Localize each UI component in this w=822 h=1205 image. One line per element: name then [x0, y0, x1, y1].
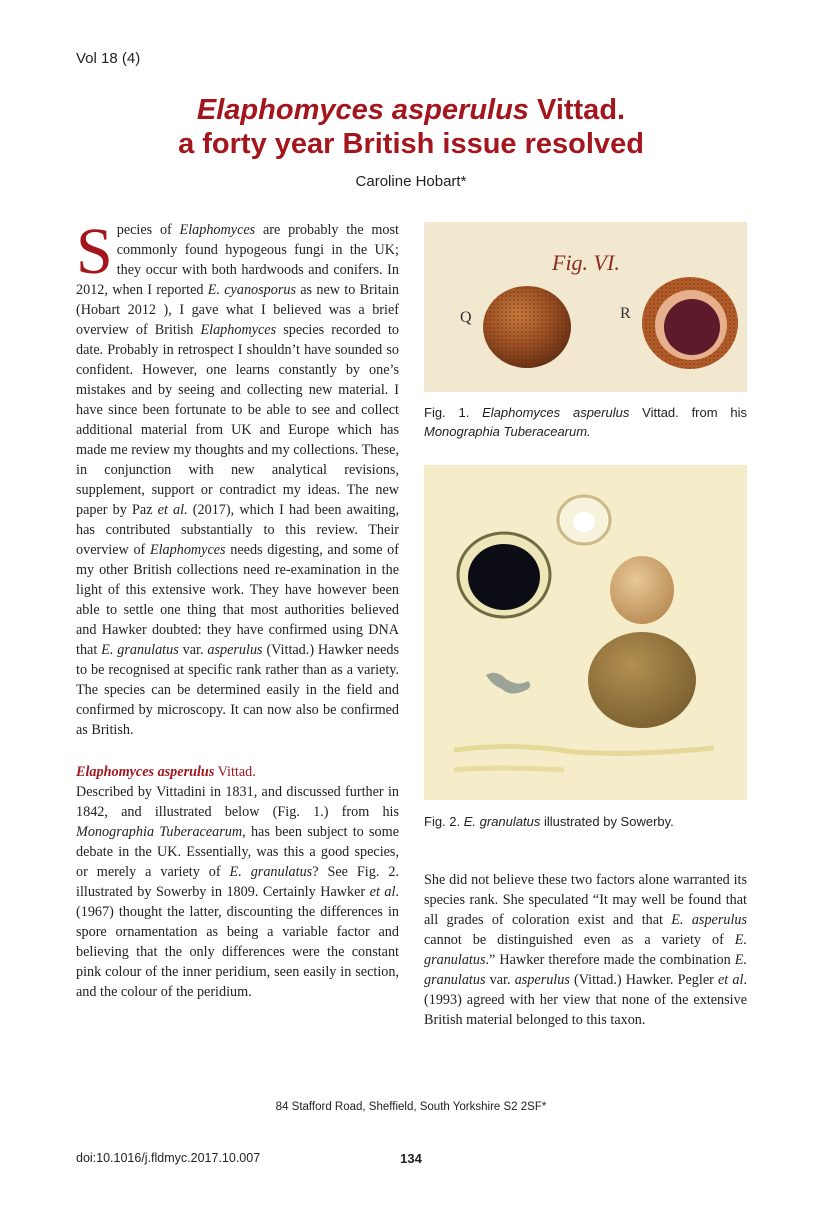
- text-italic: asperulus: [207, 642, 263, 658]
- gleba-black: [468, 544, 540, 610]
- text-italic: et al: [369, 884, 396, 900]
- paragraph-intro: [76, 215, 400, 740]
- text-run: Described by Vittadini in 1831, and discussed further in 1842, and illustrated below (Fig. 1.) from his: [76, 784, 399, 820]
- text-run: . (1993) agreed with her view that none of the extensive British material belonged to this taxon.: [424, 972, 747, 1028]
- figure-2-image: [424, 465, 747, 800]
- label-q: Q: [460, 309, 472, 326]
- text-italic: Elaphomyces: [200, 322, 277, 338]
- figure-1-caption: [424, 403, 747, 441]
- text-italic: E. granulatus: [101, 642, 179, 658]
- figure-1-image: [424, 222, 747, 392]
- text-italic: asperulus: [514, 972, 570, 988]
- text-run: . (1967) thought the latter, discounting the differences in spore ornamentation as being a variable factor and believing that the only differences were the constant pink colour of the inner peridium, seen easily in section, and the colour of the peridium.: [76, 884, 399, 1000]
- text-italic: Monographia Tuberacearum: [76, 824, 243, 840]
- ascocarp-texture: [483, 286, 571, 368]
- label-r: R: [620, 305, 631, 322]
- caption-text: Fig. 1.: [424, 405, 483, 420]
- mycelium-sketch: [486, 673, 530, 694]
- text-run: .” Hawker therefore made the combination: [485, 952, 735, 968]
- text-italic: Elaphomyces: [149, 542, 226, 558]
- ascocarp-pale: [610, 556, 674, 624]
- text-run: (2017), which I had been awaiting, has contributed substantially to this review. Their overview of: [76, 502, 400, 558]
- sowerby-plate-illustration: [424, 465, 747, 800]
- text-run: species recorded to date. Probably in retrospect I shouldn’t have sounded so confident. However, one learns constantly by one’s mistakes and by seeing and collecting new material. I have since been fortunate to be able to see and collect additional material from UK and Europe which has made me review my thoughts and my collections. These, in conjunction with new analytical revisions, supplement, support or contradict my ideas. The new paper by Paz: [76, 322, 399, 518]
- gleba-section: [664, 299, 720, 355]
- text-run: are probably the most commonly found hypogeous fungi in the UK; they occur with both hardwoods and conifers. In 2012, when I reported: [76, 222, 399, 298]
- title-species: Elaphomyces asperulus: [196, 94, 529, 126]
- text-run: cannot be distinguished even as a variety of: [424, 932, 735, 948]
- text-italic: E. granulatus: [229, 864, 313, 880]
- caption-work: Monographia Tuberacearum.: [424, 424, 591, 439]
- caption-species: Elaphomyces asperulus: [482, 405, 630, 420]
- caption-text: illustrated by Sowerby.: [540, 814, 674, 829]
- text-run: as new to Britain (Hobart 2012 ), I gave what I believed was a brief overview of British: [76, 282, 399, 338]
- ascocarp-olive: [588, 632, 696, 728]
- heading-species: Elaphomyces asperulus: [76, 764, 215, 780]
- text-italic: E. cyanosporus: [207, 282, 296, 298]
- plate-inscription-faint: [454, 746, 714, 753]
- text-run: , has been subject to some debate in the UK. Essentially, was this a good species, or merely a variety of: [76, 824, 399, 880]
- text-run: var.: [485, 972, 515, 988]
- text-run: pecies of: [116, 222, 180, 238]
- paragraph-history: [76, 782, 399, 1002]
- text-italic: et al: [718, 972, 744, 988]
- article-title: [0, 93, 822, 161]
- text-run: (Vittad.) Hawker needs to be recognised at specific rank rather than as a variety. The species can be determined easily in the field and confirmed by microscopy. It can now also be confirmed as British.: [76, 642, 399, 738]
- heading-authority: Vittad.: [214, 764, 256, 780]
- text-run: needs digesting, and some of my other British collections need re-examination in the light of this extensive work. They have however been able to settle one thing that most authorities believed and Hawker doubted: they have confirmed using DNA that: [76, 542, 400, 658]
- text-italic: E. asperulus: [671, 912, 747, 928]
- title-authority: Vittad.: [528, 94, 626, 126]
- text-run: var.: [178, 642, 208, 658]
- body-column-left: [76, 215, 400, 1002]
- drop-cap: S: [76, 215, 113, 288]
- plate-label: Fig. VI.: [552, 250, 620, 275]
- author-name: Caroline Hobart*: [355, 173, 467, 190]
- vittadini-plate-illustration: [424, 222, 747, 392]
- body-column-right: [424, 870, 747, 1030]
- text-run: She did not believe these two factors alone warranted its species rank. She speculated “It may well be found that all grades of coloration exist and that: [424, 872, 747, 928]
- text-run: ? See Fig. 2. illustrated by Sowerby in 1809. Certainly Hawker: [76, 864, 399, 900]
- text-italic: et al.: [157, 502, 188, 518]
- figure-2-caption: [424, 812, 747, 831]
- doi-link[interactable]: doi:10.1016/j.fldmyc.2017.10.007: [76, 1151, 261, 1165]
- caption-species: E. granulatus: [463, 814, 541, 829]
- title-subtitle: a forty year British issue resolved: [178, 128, 644, 160]
- paragraph-hawker: [424, 870, 747, 1030]
- text-italic: Elaphomyces: [179, 222, 256, 238]
- page-number: 134: [400, 1151, 422, 1166]
- section-heading: [76, 762, 399, 782]
- author-address: 84 Stafford Road, Sheffield, South Yorkshire S2 2SF*: [275, 1101, 547, 1113]
- caption-text: Fig. 2.: [424, 814, 464, 829]
- caption-text: Vittad. from his: [629, 405, 747, 420]
- text-italic: E. granulatus: [424, 932, 747, 968]
- text-run: (Vittad.) Hawker. Pegler: [569, 972, 718, 988]
- volume-label: Vol 18 (4): [76, 50, 141, 67]
- text-italic: E. granulatus: [424, 952, 747, 988]
